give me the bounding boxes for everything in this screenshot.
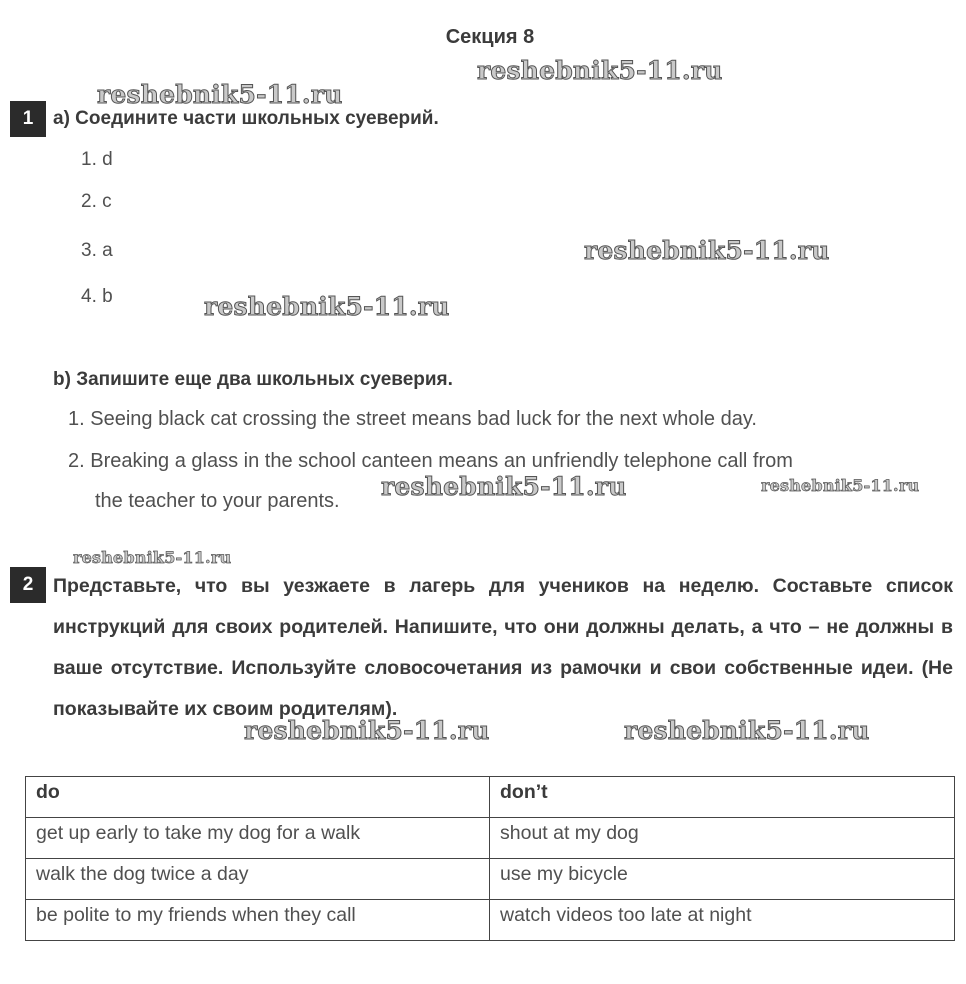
task-2-instructions: Представьте, что вы уезжаете в лагерь для учеников на неделю. Составьте список инструкций для своих родителей. Напишите, что они должны делать, а что – не должны в ваше отсутствие. Используйте словосочетания из рамочки и свои собственные идеи. (Не показывайте их своим родителям). xyxy=(53,575,953,720)
watermark: reshebnik5-11.ru xyxy=(584,236,830,265)
superstition-sentence-1: 1. Seeing black cat crossing the street means bad luck for the next whole day. xyxy=(68,408,757,430)
task-1-number-badge: 1 xyxy=(10,101,46,137)
answer-4: 4. b xyxy=(81,286,113,307)
header-do: do xyxy=(26,777,490,818)
watermark: reshebnik5-11.ru xyxy=(477,56,723,85)
do-cell: get up early to take my dog for a walk xyxy=(26,818,490,859)
watermark: reshebnik5-11.ru xyxy=(244,716,490,745)
watermark: reshebnik5-11.ru xyxy=(624,716,870,745)
superstition-sentence-2: 2. Breaking a glass in the school canteen means an unfriendly telephone call from xyxy=(68,450,793,472)
superstition-sentence-2-continued: the teacher to your parents. xyxy=(95,490,340,512)
table-row xyxy=(26,859,955,900)
dont-cell: use my bicycle xyxy=(490,859,955,900)
table-header-row xyxy=(26,777,955,818)
answer-2: 2. c xyxy=(81,191,112,212)
table-row xyxy=(26,900,955,941)
watermark: reshebnik5-11.ru xyxy=(204,292,450,321)
answer-1: 1. d xyxy=(81,149,113,170)
do-cell: be polite to my friends when they call xyxy=(26,900,490,941)
task-1b-heading: b) Запишите еще два школьных суеверия. xyxy=(53,369,453,390)
task-2-number-badge: 2 xyxy=(10,567,46,603)
table-row xyxy=(26,818,955,859)
task-1a-heading: a) Соедините части школьных суеверий. xyxy=(53,108,439,129)
dont-cell: watch videos too late at night xyxy=(490,900,955,941)
watermark: reshebnik5-11.ru xyxy=(97,80,343,109)
watermark: reshebnik5-11.ru xyxy=(761,476,920,495)
watermark: reshebnik5-11.ru xyxy=(381,472,627,501)
header-dont: don’t xyxy=(490,777,955,818)
section-title: Секция 8 xyxy=(445,26,535,48)
do-dont-table xyxy=(25,776,955,941)
do-cell: walk the dog twice a day xyxy=(26,859,490,900)
watermark: reshebnik5-11.ru xyxy=(73,548,232,567)
answer-3: 3. a xyxy=(81,240,113,261)
dont-cell: shout at my dog xyxy=(490,818,955,859)
